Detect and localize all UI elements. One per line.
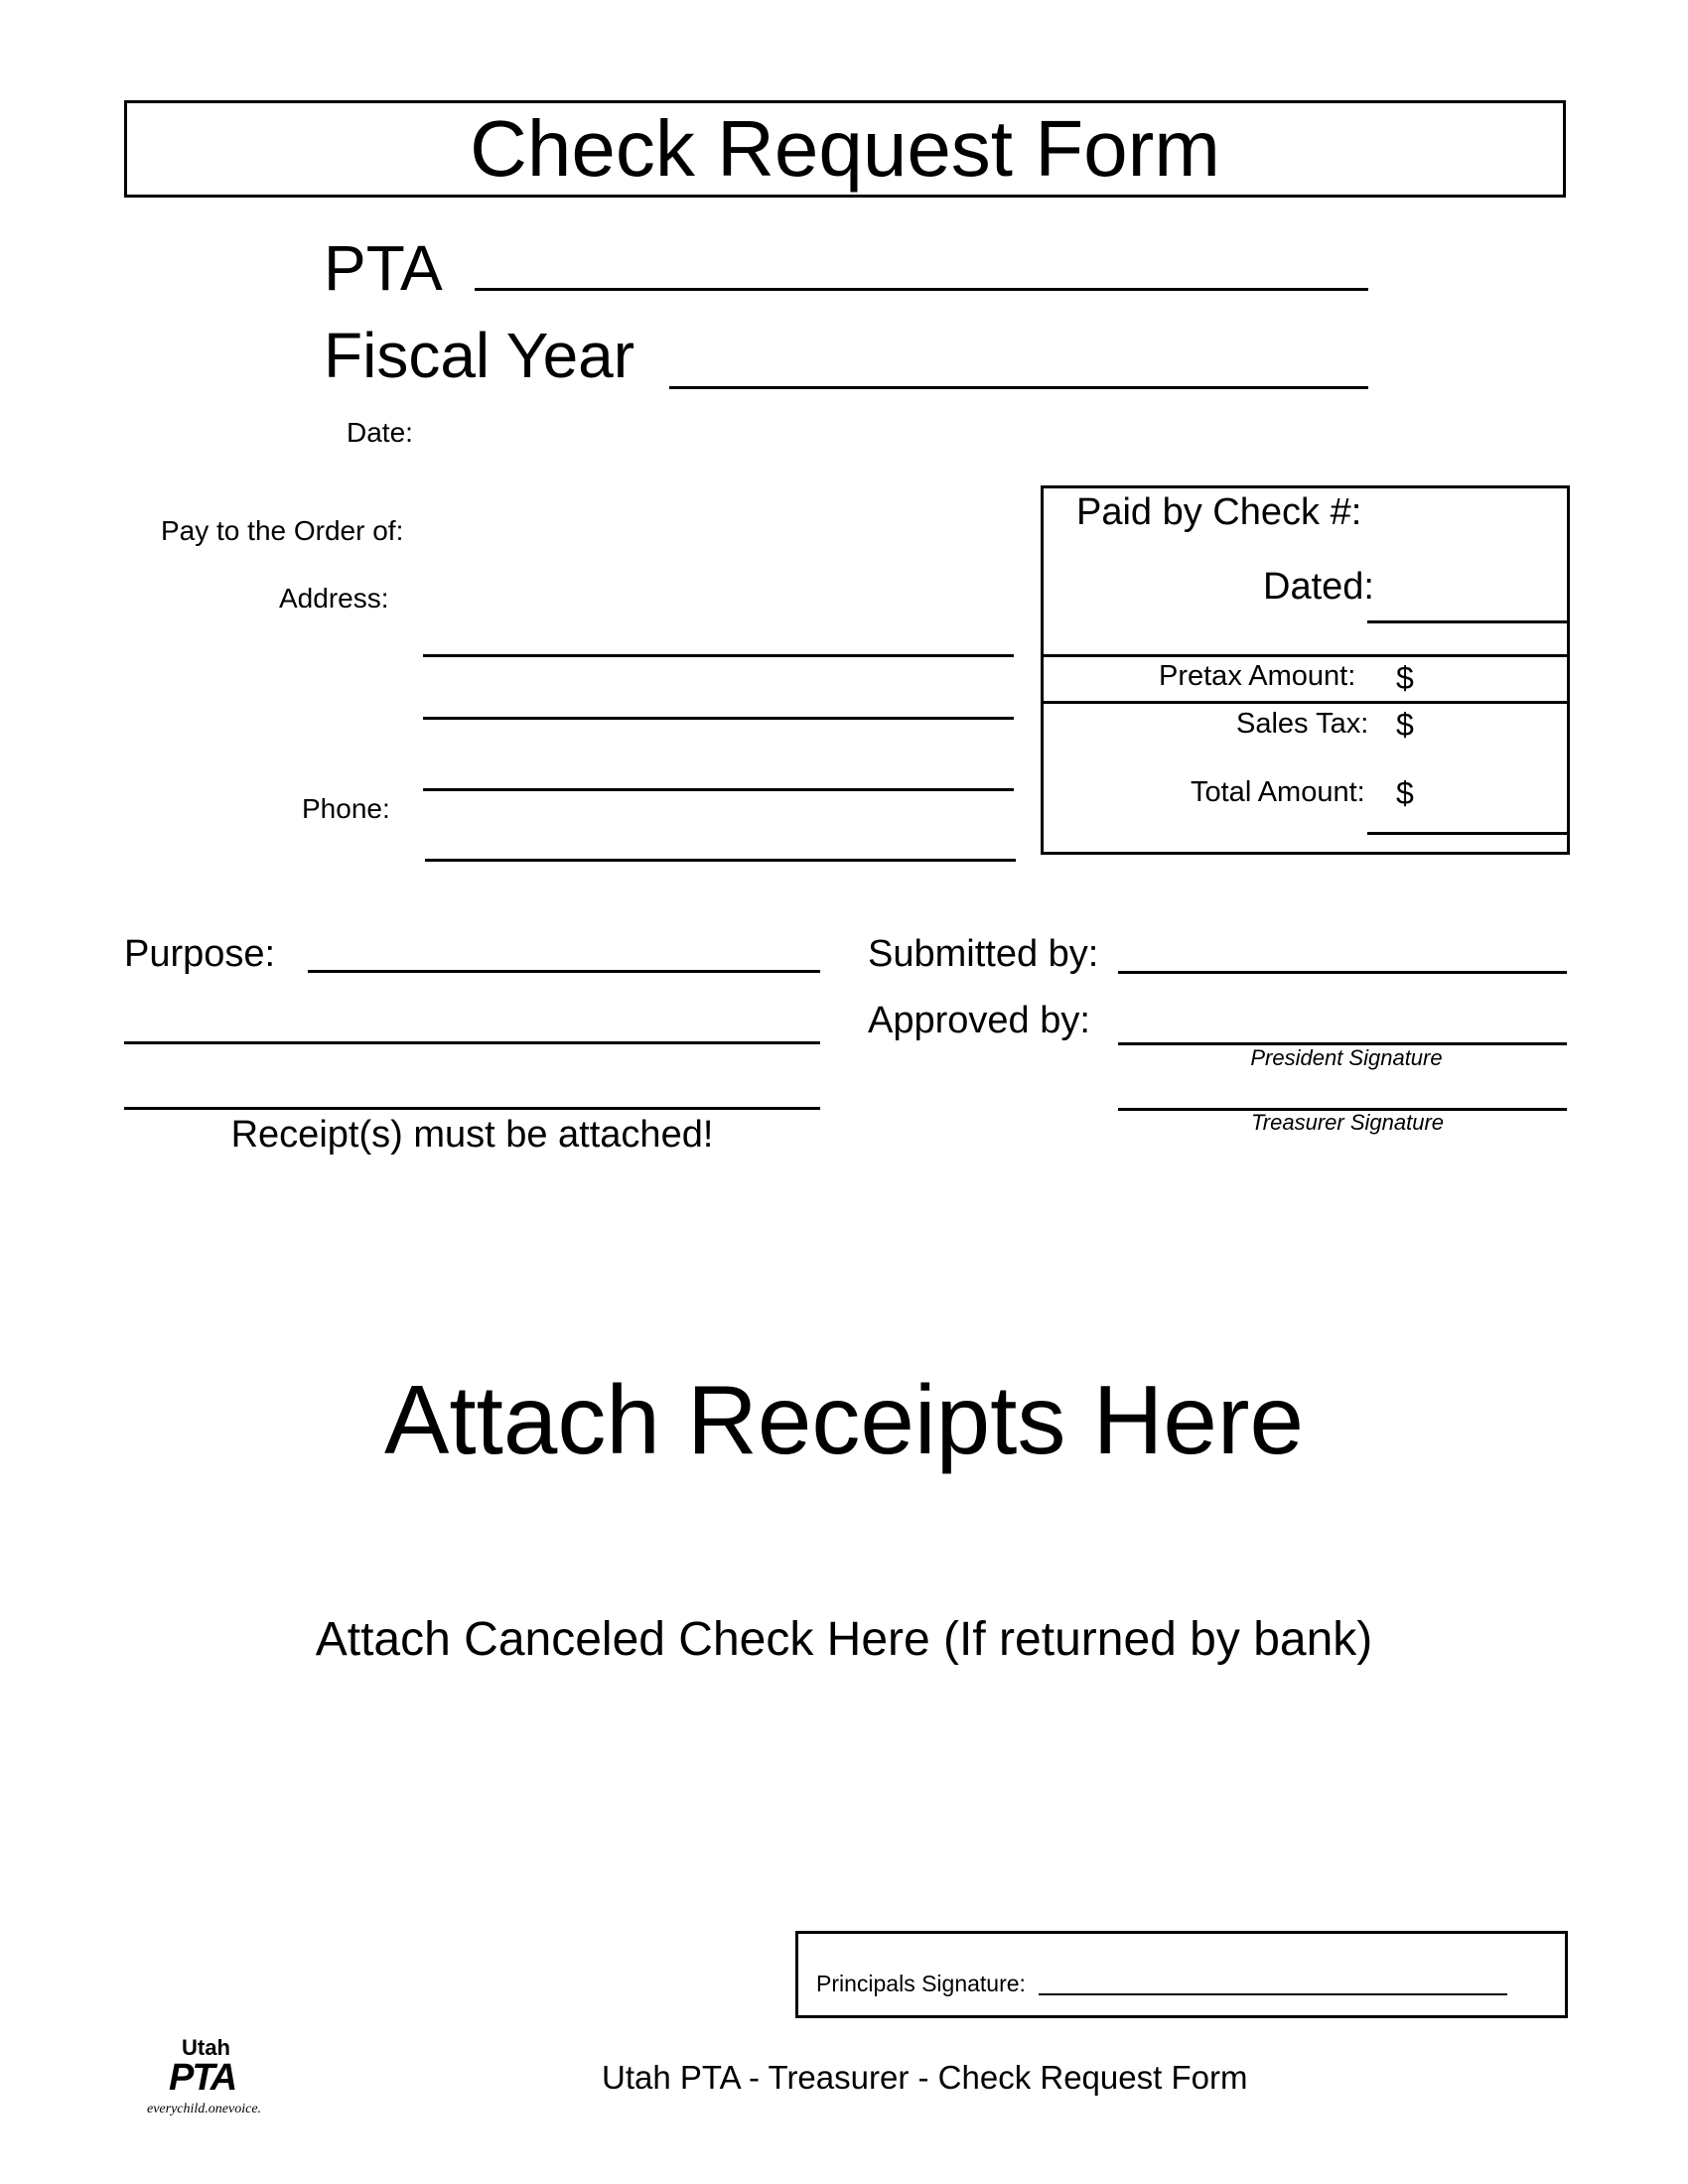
phone-label: Phone: [302,793,390,824]
utah-pta-logo [139,2035,288,2124]
dated-field[interactable] [1367,620,1570,623]
address-line-3[interactable] [423,788,1014,791]
purpose-line-1[interactable] [308,970,820,973]
purpose-label: Purpose: [124,933,276,975]
phone-field[interactable] [425,859,1016,862]
form-title: Check Request Form [470,104,1220,193]
pretax-amount-field[interactable] [1420,659,1564,699]
principal-signature-field[interactable] [1039,1993,1507,1995]
dated-label: Dated: [1263,566,1374,608]
attach-receipts-heading: Attach Receipts Here [384,1365,1304,1474]
footer-caption: Utah PTA - Treasurer - Check Request Form [602,2059,1248,2096]
address-label: Address: [279,583,389,614]
payment-box-divider-2 [1041,701,1570,704]
address-line-2[interactable] [423,717,1014,720]
total-currency: $ [1396,775,1414,811]
fiscal-year-label: Fiscal Year [324,320,635,391]
submitted-by-label: Submitted by: [868,933,1099,975]
attach-canceled-check-note: Attach Canceled Check Here (If returned by bank) [315,1613,1373,1666]
submitted-by-field[interactable] [1118,971,1567,974]
treasurer-signature-caption: Treasurer Signature [1250,1110,1444,1135]
payment-box-divider-1 [1041,654,1570,657]
sales-tax-amount-field[interactable] [1420,707,1564,747]
principal-signature-label: Principals Signature: [816,1971,1026,1996]
pay-to-label: Pay to the Order of: [161,515,404,546]
fiscal-year-field[interactable] [669,386,1368,389]
pta-label: PTA [324,232,443,304]
president-signature-caption: President Signature [1250,1045,1443,1070]
logo-pta-text: PTA [169,2057,236,2099]
total-amount-field[interactable] [1367,832,1570,835]
address-line-1[interactable] [423,654,1014,657]
purpose-line-3[interactable] [124,1107,820,1110]
receipt-note: Receipt(s) must be attached! [230,1114,714,1156]
date-label: Date: [347,417,413,448]
pretax-currency: $ [1396,660,1414,696]
logo-utah-text: Utah [182,2035,230,2060]
pretax-label: Pretax Amount: [1159,660,1356,692]
purpose-line-2[interactable] [124,1041,820,1044]
approved-by-label: Approved by: [868,1000,1090,1041]
pta-name-field[interactable] [475,288,1368,291]
total-amount-label: Total Amount: [1191,776,1365,808]
sales-tax-label: Sales Tax: [1236,708,1369,740]
logo-tagline: everychild.onevoice. [147,2102,262,2116]
check-number-label: Paid by Check #: [1076,491,1362,533]
sales-tax-currency: $ [1396,707,1414,743]
